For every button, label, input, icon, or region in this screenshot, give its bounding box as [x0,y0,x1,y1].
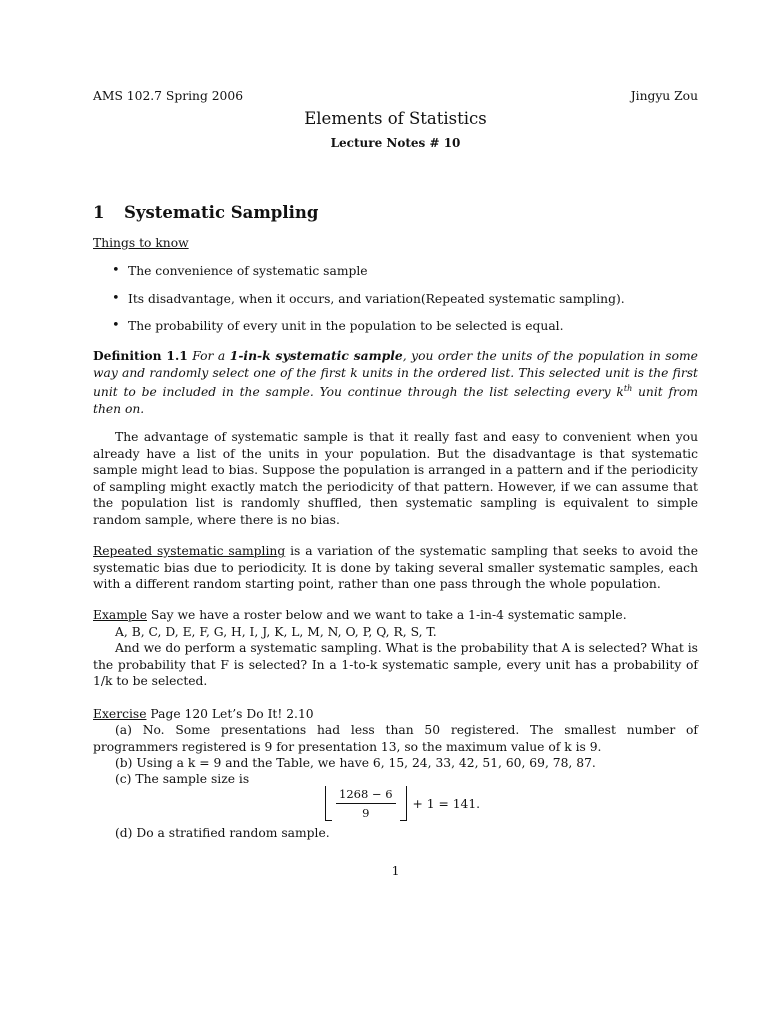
example-roster: A, B, C, D, E, F, G, H, I, J, K, L, M, N, O, P, Q, R, S, T. [115,625,437,639]
definition-superscript: th [623,384,633,393]
list-item: • The probability of every unit in the population to be selected is equal. [93,317,698,345]
fraction-numerator: 1268 − 6 [336,787,396,804]
sample-size-formula [325,786,480,821]
author-label: Jingyu Zou [630,89,698,103]
repeated-sampling-text: is a variation of the systematic sampling that seeks to avoid the systematic bias due to periodicity. It is done by taking several smaller systematic samples, each with a different random starting point, rather than one pass through the whole population. [93,544,699,591]
section-number: 1 [93,203,105,222]
fraction [336,787,396,820]
definition-text-end: unit from then on. [93,385,699,416]
floor-bracket-right [400,786,407,821]
section-title: Systematic Sampling [124,203,319,222]
definition-label: Definition 1.1 [93,348,188,363]
fraction-denominator: 9 [362,806,370,820]
example-paragraph: And we do perform a systematic sampling. What is the probability that A is selected? What is the probability that F is selected? In a 1-to-k systematic sample, every unit has a probability of 1/k to be selected. [93,641,698,688]
exercise-line [93,706,698,723]
list-item: • The convenience of systematic sample [93,262,698,290]
exercise-answer-c: (c) The sample size is [115,772,250,786]
document-subtitle: Lecture Notes # 10 [330,136,461,150]
exercise-answer-a: (a) No. Some presentations had less than 50 registered. The smallest number of programmers registered is 9 for presentation 13, so the maximum value of k is 9. [93,723,698,754]
repeated-sampling-paragraph [93,543,698,593]
formula-result: + 1 = 141. [412,796,481,811]
document-page [93,0,698,1024]
document-title: Elements of Statistics [304,109,487,128]
example-label: Example [93,608,147,622]
things-to-know-heading: Things to know [93,236,189,250]
example-text: Say we have a roster below and we want to take a 1-in-4 systematic sample. [147,608,627,622]
definition-block [93,348,698,417]
floor-bracket-left [325,786,332,821]
exercise-text: Page 120 Let’s Do It! 2.10 [146,707,314,721]
definition-pre: For a [192,349,230,363]
exercise-answer-b: (b) Using a k = 9 and the Table, we have 6, 15, 24, 33, 42, 51, 60, 69, 78, 87. [115,756,596,770]
list-item: • Its disadvantage, when it occurs, and variation(Repeated systematic sampling). [93,290,698,318]
page-number: 1 [391,864,400,878]
things-to-know-list [93,262,698,345]
example-line [93,607,698,624]
definition-text: , you order the units of the population in some way and randomly select one of the first k units in the ordered list. This selected unit is the first unit to be included in the sample. You continue through the list selecting every k [93,349,698,400]
definition-term: 1-in-k systematic sample [229,348,403,363]
exercise-answer-d: (d) Do a stratified random sample. [115,826,330,840]
exercise-label: Exercise [93,707,147,721]
course-label: AMS 102.7 Spring 2006 [93,89,244,103]
repeated-sampling-term: Repeated systematic sampling [93,544,286,558]
advantage-paragraph: The advantage of systematic sample is that it really fast and easy to convenient when you already have a list of the units in your population. But the disadvantage is that systematic sample might lead to bias. Suppose the population is arranged in a pattern and if the periodicity of sampling might exactly match the periodicity of that pattern. However, if we can assume that the population list is randomly shuffled, then systematic sampling is equivalent to simple random sample, where there is no bias. [93,430,698,527]
section-heading [93,203,318,222]
